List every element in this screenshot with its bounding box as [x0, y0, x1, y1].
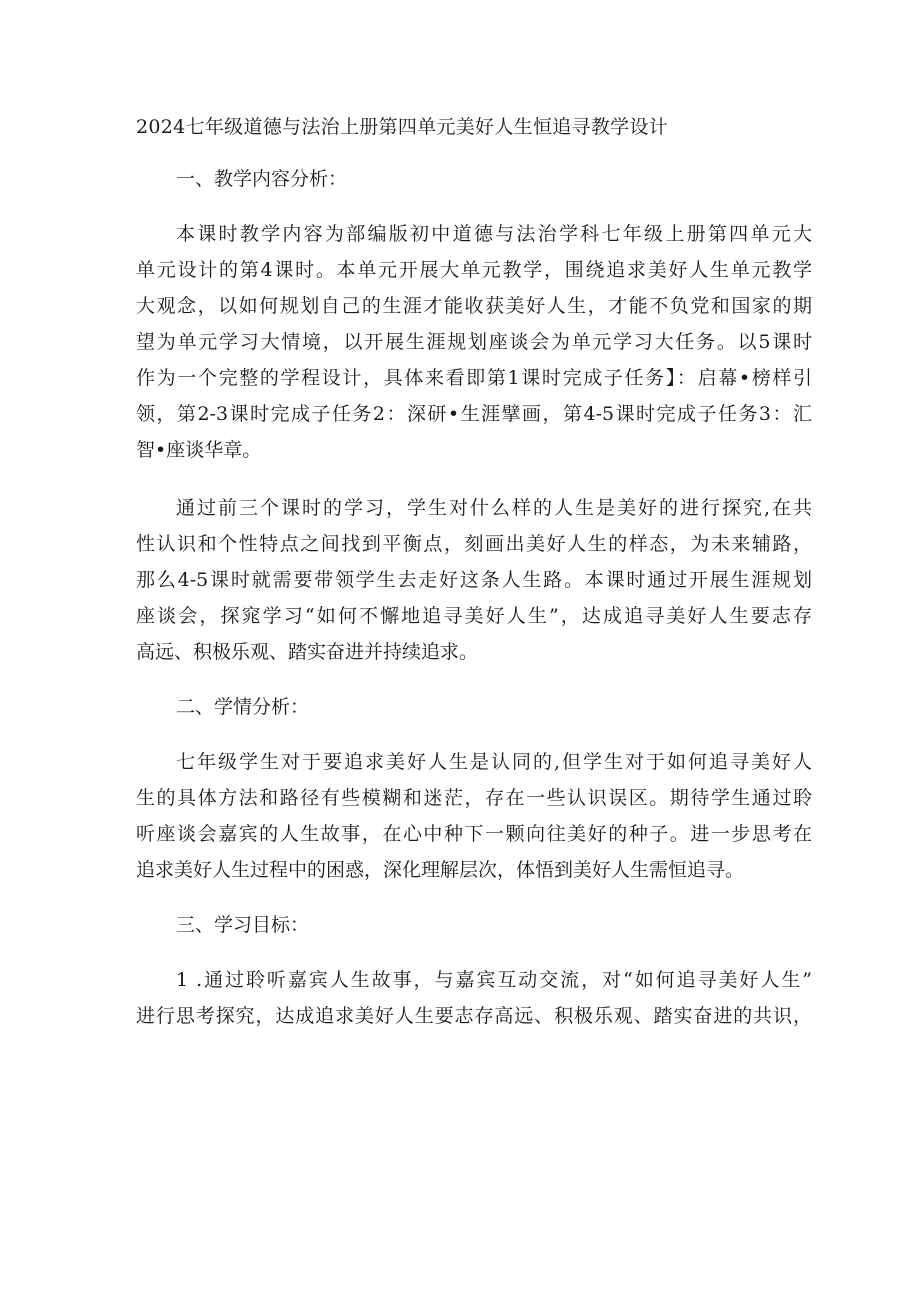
paragraph	[136, 962, 812, 1034]
paragraph-line: 那么4-5课时就需要带领学生去走好这条人生路。本课时通过开展生涯规划	[136, 569, 812, 591]
paragraph-line: 本课时教学内容为部编版初中道德与法治学科七年级上册第四单元大	[176, 223, 812, 245]
paragraph-line: 进行思考探究，达成追求美好人生要志存高远、积极乐观、踏实奋进的共识，	[136, 1005, 812, 1027]
paragraph-line: 性认识和个性特点之间找到平衡点，刻画出美好人生的样态，为未来辅路，	[136, 533, 812, 555]
document-title: 2024七年级道德与法治上册第四单元美好人生恒追寻教学设计	[136, 116, 669, 138]
paragraph	[136, 744, 812, 888]
paragraph-line: 1 .通过聆听嘉宾人生故事，与嘉宾互动交流，对“如何追寻美好人生”	[176, 969, 812, 991]
paragraph	[136, 216, 812, 468]
paragraph-line: 大观念，以如何规划自己的生涯才能收获美好人生，才能不负党和国家的期	[136, 295, 812, 317]
paragraph-line: 望为单元学习大情境，以开展生涯规划座谈会为单元学习大任务。以5课时	[136, 331, 812, 353]
paragraph	[136, 490, 812, 670]
section-heading-content-analysis: 一、教学内容分析：	[176, 168, 348, 190]
section-heading-learner-analysis: 二、学情分析：	[176, 696, 310, 718]
paragraph-line: 领，第2-3课时完成子任务2：深研•生涯擘画，第4-5课时完成子任务3：汇	[136, 403, 812, 425]
paragraph-line: 七年级学生对于要追求美好人生是认同的,但学生对于如何追寻美好人	[176, 751, 812, 773]
paragraph-line: 生的具体方法和路径有些模糊和迷茫，存在一些认识误区。期待学生通过聆	[136, 787, 812, 809]
paragraph-line: 座谈会，探窕学习“如何不懈地追寻美好人生”，达成追寻美好人生要志存	[136, 605, 812, 627]
paragraph-line: 通过前三个课时的学习，学生对什么样的人生是美好的进行探究,在共	[176, 497, 812, 519]
paragraph-line: 追求美好人生过程中的困惑，深化理解层次，体悟到美好人生需恒追寻。	[136, 859, 745, 881]
paragraph-line: 作为一个完整的学程设计，具体来看即第1课时完成子任务】：启幕•榜样引	[136, 367, 812, 389]
paragraph-line: 高远、积极乐观、踏实奋进并持续追求。	[136, 641, 479, 663]
paragraph-line: 智•座谈华章。	[136, 439, 262, 461]
paragraph-line: 单元设计的第4课时。本单元开展大单元教学，围绕追求美好人生单元教学	[136, 259, 812, 281]
paragraph-line: 听座谈会嘉宾的人生故事，在心中种下一颗向往美好的种子。进一步思考在	[136, 823, 812, 845]
section-heading-learning-goals: 三、学习目标：	[176, 914, 310, 936]
document-body	[136, 112, 812, 1056]
